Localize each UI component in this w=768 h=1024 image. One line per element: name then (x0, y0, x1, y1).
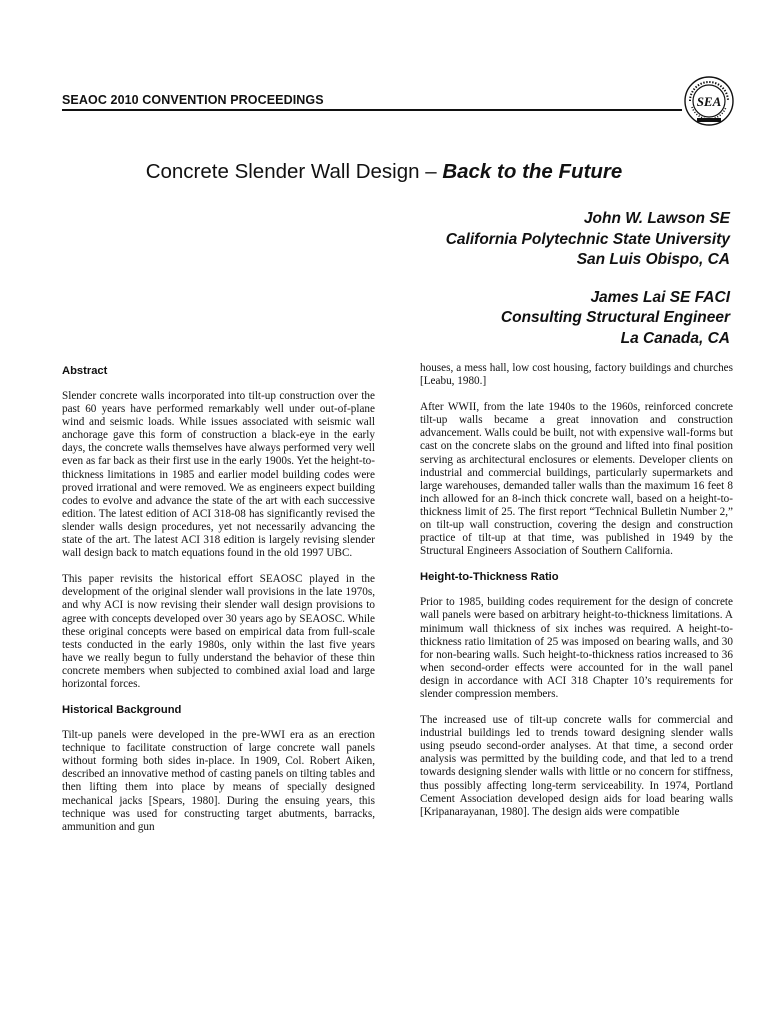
running-head: SEAOC 2010 CONVENTION PROCEEDINGS (62, 93, 324, 107)
abstract-paragraph-1: Slender concrete walls incorporated into tilt-up construction over the past 60 years have performed remarkably well under out-of-plane wind and seismic loads. While issues associated with seismic wall anchorage gave this form of construction a black-eye in the early days, the concrete walls themselves have always performed very well even as far back as their first use in the early 1900s. Yet the height-to-thickness limitations in 1985 and earlier model building codes were proved irrational and were removed. We as engineers expect building codes to evolve and advance the state of the art with each successive edition. The latest edition of ACI 318-08 has significantly revised the slender walls design procedures, yet not necessarily advancing the state of the art. The latest ACI 318 edition is largely revising slender wall design back to match equations found in the old 1997 UBC. (62, 390, 375, 560)
history-heading: Historical Background (62, 704, 182, 717)
author-1-name: John W. Lawson SE (583, 210, 730, 227)
right-column (420, 362, 733, 832)
title-italic: Back to the Future (442, 160, 623, 183)
title-main: Concrete Slender Wall Design – (145, 160, 437, 183)
author-2-name: James Lai SE FACI (590, 288, 730, 306)
ratio-paragraph-2: The increased use of tilt-up concrete walls for commercial and industrial buildings led to trends toward designing slender walls using pseudo second-order analyses. At that time, a second order analysis was permitted by the building code, and that led to a trend towards designing slender walls with little or no concern for stiffness, thus possibly affecting long-term serviceability. In 1974, Portland Cement Association developed design aids for load bearing walls [Kripanarayanan, 1980]. The design aids were compatible (420, 714, 733, 818)
author-2-location: La Canada, CA (620, 329, 730, 347)
continued-paragraph: houses, a mess hall, low cost housing, factory buildings and churches [Leabu, 1980.] (420, 362, 733, 388)
logo-lettering: SEA (696, 94, 722, 109)
abstract-paragraph-2: This paper revisits the historical effort SEAOSC played in the development of the original slender wall provisions in the late 1970s, and why ACI is now revising their slender wall design provisions to agree with concepts developed over 30 years ago by SEAOSC. While these original concepts were based on empirical data from full-scale tests conducted in the early 1980s, only within the last five years have we really begun to fully understand the behavior of these thin concrete members when subjected to combined axial load and large horizontal forces. (62, 573, 375, 690)
ratio-paragraph-1: Prior to 1985, building codes requirement for the design of concrete wall panels were based on arbitrary height-to-thickness limitations. A minimum wall thickness of six inches was required. A height-to-thickness ratio limitation of 25 was imposed on bearing walls, and 30 for non-bearing walls. Such height-to-thickness ratios increased to 36 when second-order effects were accounted for in the wall panel design in accordance with ACI 318 Chapter 10’s requirements for slender compression members. (420, 596, 733, 700)
history-paragraph-1: Tilt-up panels were developed in the pre-WWI era as an erection technique to facilitate construction of large concrete wall panels without forming both sides in-place. In 1909, Col. Robert Aiken, described an innovative method of casting panels on tilting tables and then lifting them into place by means of specially designed mechanical jacks [Spears, 1980]. During the ensuing years, this technique was used for constructing target abutments, barracks, ammunition and gun (62, 729, 375, 833)
paper-title (0, 160, 768, 184)
author-block (230, 209, 730, 349)
author-1-affiliation: California Polytechnic State University (445, 230, 730, 248)
ratio-heading: Height-to-Thickness Ratio (420, 571, 559, 584)
left-column (62, 362, 375, 847)
author-2 (230, 288, 730, 350)
author-1-location: San Luis Obispo, CA (576, 251, 730, 268)
seaoc-logo (683, 73, 735, 129)
author-2-affiliation: Consulting Structural Engineer (500, 309, 730, 326)
header-rule (62, 109, 682, 111)
abstract-heading: Abstract (62, 365, 108, 377)
wwii-paragraph: After WWII, from the late 1940s to the 1960s, reinforced concrete tilt-up walls became a great innovation and construction advancement. Walls could be built, not with expensive wall-forms but cast on the concrete slabs on the ground and lifted into final position serving as architectural enclosures or elements. Developer clients on industrial and commercial buildings, particularly supermarkets and large warehouses, demanded taller walls than the maximum 16 feet 8 inch allowed for an 8-inch thick concrete wall, based on a height-to-thickness limit of 25. The first report “Technical Bulletin Number 2,” on tilt-up wall construction, covering the design and construction practice of tilt-up at that time, was published in 1949 by the Structural Engineers Association of Southern California. (420, 401, 734, 558)
author-1 (230, 209, 730, 271)
